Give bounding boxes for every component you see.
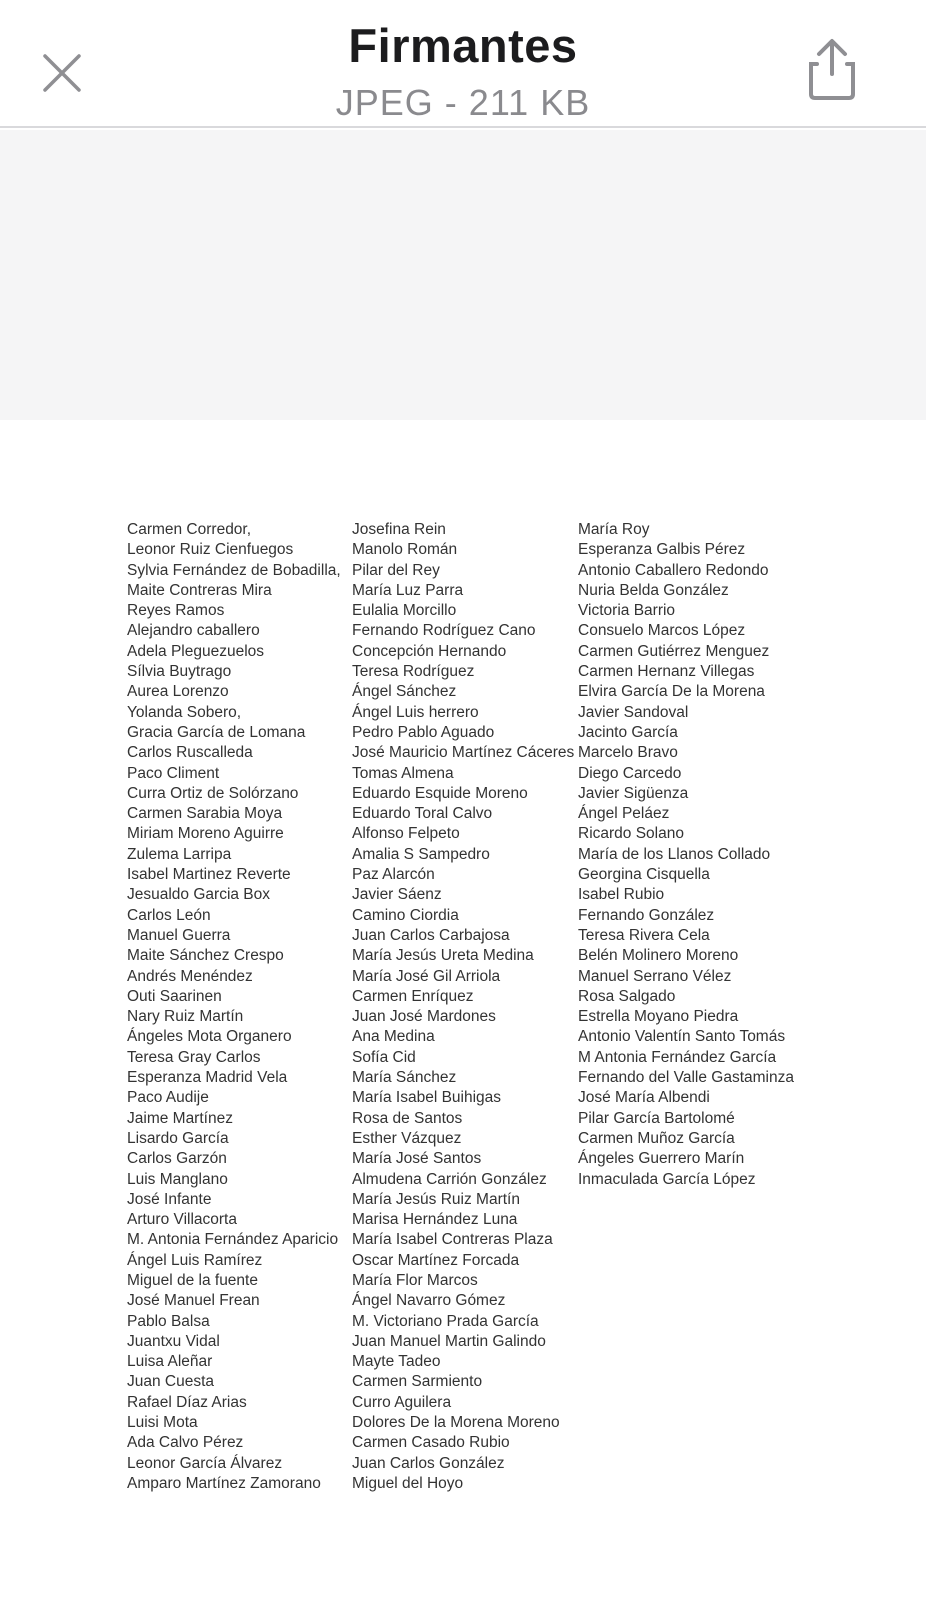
- signatory-name: Rosa de Santos: [352, 1109, 463, 1127]
- share-icon: [803, 36, 861, 105]
- signatory-name: Arturo Villacorta: [127, 1211, 237, 1229]
- signatory-name: María Luz Parra: [352, 581, 464, 599]
- signatories-column-3: [578, 520, 794, 1190]
- signatory-name: M. Antonia Fernández Aparicio: [127, 1231, 339, 1249]
- signatory-name: Diego Carcedo: [578, 764, 682, 782]
- signatory-name: Ángeles Guerrero Marín: [578, 1150, 745, 1168]
- signatory-name: Amparo Martínez Zamorano: [127, 1474, 321, 1492]
- signatory-name: Sofía Cid: [352, 1048, 416, 1066]
- signatory-name: José Manuel Frean: [127, 1292, 260, 1310]
- file-meta: JPEG - 211 KB: [335, 82, 591, 123]
- signatory-name: Carlos Ruscalleda: [127, 744, 253, 762]
- signatory-name: Curra Ortiz de Solórzano: [127, 784, 299, 802]
- signatory-name: Carmen Sarabia Moya: [127, 805, 283, 823]
- signatory-name: Juan Carlos Carbajosa: [352, 926, 510, 944]
- signatories-column-1: [127, 520, 341, 1494]
- signatory-name: Adela Pleguezuelos: [127, 642, 265, 660]
- signatory-name: Outi Saarinen: [127, 987, 222, 1005]
- share-button[interactable]: [800, 38, 864, 102]
- signatory-name: Sylvia Fernández de Bobadilla,: [127, 561, 341, 579]
- signatory-name: María Jesús Ruiz Martín: [352, 1190, 520, 1208]
- signatory-name: Carmen Enríquez: [352, 987, 474, 1005]
- signatory-name: Pilar García Bartolomé: [578, 1109, 735, 1127]
- signatory-name: Carlos León: [127, 906, 211, 924]
- signatory-name: Georgina Cisquella: [578, 866, 710, 884]
- signatory-name: Maite Sánchez Crespo: [127, 947, 284, 965]
- signatory-name: Josefina Rein: [352, 521, 446, 538]
- signatory-name: Jacinto García: [578, 723, 678, 741]
- signatory-name: Oscar Martínez Forcada: [352, 1251, 520, 1269]
- signatory-name: Maite Contreras Mira: [127, 581, 272, 599]
- signatory-name: Luis Manglano: [127, 1170, 228, 1188]
- signatory-name: Javier Sigüenza: [578, 784, 689, 802]
- signatory-name: Mayte Tadeo: [352, 1353, 441, 1371]
- signatory-name: Ángel Navarro Gómez: [352, 1292, 506, 1310]
- signatory-name: Ángel Luis herrero: [352, 703, 479, 721]
- signatory-name: Isabel Rubio: [578, 886, 665, 904]
- signatory-name: Estrella Moyano Piedra: [578, 1008, 739, 1026]
- signatory-name: María Isabel Contreras Plaza: [352, 1231, 553, 1249]
- signatory-name: Dolores De la Morena Moreno: [352, 1414, 560, 1432]
- signatory-name: Teresa Gray Carlos: [127, 1048, 261, 1066]
- signatory-name: Amalia S Sampedro: [352, 845, 490, 863]
- signatory-name: Esperanza Galbis Pérez: [578, 541, 746, 559]
- signatory-name: Andrés Menéndez: [127, 967, 253, 985]
- signatory-name: Aurea Lorenzo: [127, 683, 229, 701]
- signatory-name: Manuel Serrano Vélez: [578, 967, 732, 985]
- signatory-name: Carmen Sarmiento: [352, 1373, 483, 1391]
- signatory-name: Ángeles Mota Organero: [127, 1028, 292, 1046]
- signatory-name: Juan Carlos González: [352, 1454, 505, 1472]
- signatory-name: Fernando Rodríguez Cano: [352, 622, 536, 640]
- signatory-name: Javier Sandoval: [578, 703, 689, 721]
- signatory-name: Teresa Rodríguez: [352, 663, 475, 681]
- signatory-name: Inmaculada García López: [578, 1170, 756, 1188]
- signatory-name: Rafael Díaz Arias: [127, 1393, 247, 1411]
- signatory-name: Sílvia Buytrago: [127, 663, 232, 681]
- signatory-name: Carmen Hernanz Villegas: [578, 663, 755, 681]
- signatory-name: Ángel Peláez: [578, 805, 670, 823]
- signatory-name: Miguel de la fuente: [127, 1271, 258, 1289]
- signatory-name: Antonio Caballero Redondo: [578, 561, 769, 579]
- signatory-name: Fernando del Valle Gastaminza: [578, 1069, 794, 1087]
- signatory-name: Manolo Román: [352, 541, 458, 559]
- signatory-name: Juantxu Vidal: [127, 1332, 220, 1350]
- signatory-name: Carmen Muñoz García: [578, 1129, 735, 1147]
- signatory-name: Juan Cuesta: [127, 1373, 215, 1391]
- signatory-name: Belén Molinero Moreno: [578, 947, 739, 965]
- signatory-name: Ricardo Solano: [578, 825, 684, 843]
- signatory-name: Carmen Gutiérrez Menguez: [578, 642, 770, 660]
- signatory-name: María Flor Marcos: [352, 1271, 478, 1289]
- signatory-name: Paz Alarcón: [352, 866, 435, 884]
- signatory-name: Carmen Casado Rubio: [352, 1434, 510, 1452]
- signatory-name: Marisa Hernández Luna: [352, 1211, 518, 1229]
- signatory-name: José Mauricio Martínez Cáceres: [352, 744, 575, 762]
- signatory-name: Paco Audije: [127, 1089, 209, 1107]
- signatory-name: Nuria Belda González: [578, 581, 729, 599]
- signatory-name: Isabel Martinez Reverte: [127, 866, 291, 884]
- signatory-name: Manuel Guerra: [127, 926, 231, 944]
- signatory-name: María Isabel Buihigas: [352, 1089, 502, 1107]
- signatory-name: María Sánchez: [352, 1069, 457, 1087]
- signatory-name: Alejandro caballero: [127, 622, 260, 640]
- signatory-name: Carlos Garzón: [127, 1150, 227, 1168]
- signatory-name: Eduardo Esquide Moreno: [352, 784, 528, 802]
- signatory-name: Pedro Pablo Aguado: [352, 723, 495, 741]
- signatory-name: Lisardo García: [127, 1129, 229, 1147]
- signatory-name: Leonor García Álvarez: [127, 1454, 283, 1472]
- signatory-name: Ana Medina: [352, 1028, 435, 1046]
- signatory-name: Tomas Almena: [352, 764, 454, 782]
- signatory-name: María José Gil Arriola: [352, 967, 501, 985]
- signatory-name: Almudena Carrión González: [352, 1170, 547, 1188]
- signatory-name: Miguel del Hoyo: [352, 1474, 464, 1492]
- signatory-name: Esther Vázquez: [352, 1129, 462, 1147]
- signatory-name: Curro Aguilera: [352, 1393, 452, 1411]
- signatory-name: Pilar del Rey: [352, 561, 440, 579]
- signatory-name: María José Santos: [352, 1150, 482, 1168]
- signatory-name: Elvira García De la Morena: [578, 683, 765, 701]
- signatory-name: Luisa Aleñar: [127, 1353, 213, 1371]
- page-title: Firmantes: [348, 19, 578, 72]
- signatory-name: Antonio Valentín Santo Tomás: [578, 1028, 786, 1046]
- signatory-name: Teresa Rivera Cela: [578, 926, 710, 944]
- signatory-name: María Jesús Ureta Medina: [352, 947, 534, 965]
- signatory-name: Rosa Salgado: [578, 987, 676, 1005]
- signatory-name: Eduardo Toral Calvo: [352, 805, 493, 823]
- signatory-name: Alfonso Felpeto: [352, 825, 460, 843]
- signatory-name: Yolanda Sobero,: [127, 703, 242, 721]
- signatory-name: Leonor Ruiz Cienfuegos: [127, 541, 294, 559]
- signatory-name: Luisi Mota: [127, 1414, 198, 1432]
- signatory-name: Esperanza Madrid Vela: [127, 1069, 288, 1087]
- signatory-name: Concepción Hernando: [352, 642, 507, 660]
- signatory-name: Eulalia Morcillo: [352, 602, 457, 620]
- signatory-name: Juan José Mardones: [352, 1008, 496, 1026]
- signatory-name: Gracia García de Lomana: [127, 723, 306, 741]
- signatory-name: Ada Calvo Pérez: [127, 1434, 244, 1452]
- signatory-name: Miriam Moreno Aguirre: [127, 825, 284, 843]
- signatory-name: Javier Sáenz: [352, 886, 442, 904]
- signatory-name: Consuelo Marcos López: [578, 622, 746, 640]
- signatory-name: Nary Ruiz Martín: [127, 1008, 244, 1026]
- signatory-name: M. Victoriano Prada García: [352, 1312, 539, 1330]
- signatory-name: María de los Llanos Collado: [578, 845, 771, 863]
- signatory-name: Reyes Ramos: [127, 602, 225, 620]
- preview-header: [0, 0, 926, 128]
- signatory-name: Camino Ciordia: [352, 906, 459, 924]
- signatory-name: Juan Manuel Martin Galindo: [352, 1332, 546, 1350]
- signatory-name: María Roy: [578, 521, 650, 538]
- signatory-name: M Antonia Fernández García: [578, 1048, 777, 1066]
- signatory-name: José María Albendi: [578, 1089, 710, 1107]
- signatories-column-2: [352, 520, 574, 1494]
- signatory-name: Jaime Martínez: [127, 1109, 233, 1127]
- signatory-name: Pablo Balsa: [127, 1312, 210, 1330]
- preview-backdrop: [0, 130, 926, 420]
- signatory-name: Carmen Corredor,: [127, 521, 252, 538]
- signatory-name: Jesualdo Garcia Box: [127, 886, 271, 904]
- signatory-name: Fernando González: [578, 906, 715, 924]
- signatory-name: Ángel Luis Ramírez: [127, 1251, 263, 1269]
- signatory-name: Victoria Barrio: [578, 602, 676, 620]
- signatory-name: Paco Climent: [127, 764, 220, 782]
- signatory-name: Ángel Sánchez: [352, 683, 457, 701]
- signatory-name: José Infante: [127, 1190, 212, 1208]
- signatory-name: Zulema Larripa: [127, 845, 232, 863]
- signatory-name: Marcelo Bravo: [578, 744, 678, 762]
